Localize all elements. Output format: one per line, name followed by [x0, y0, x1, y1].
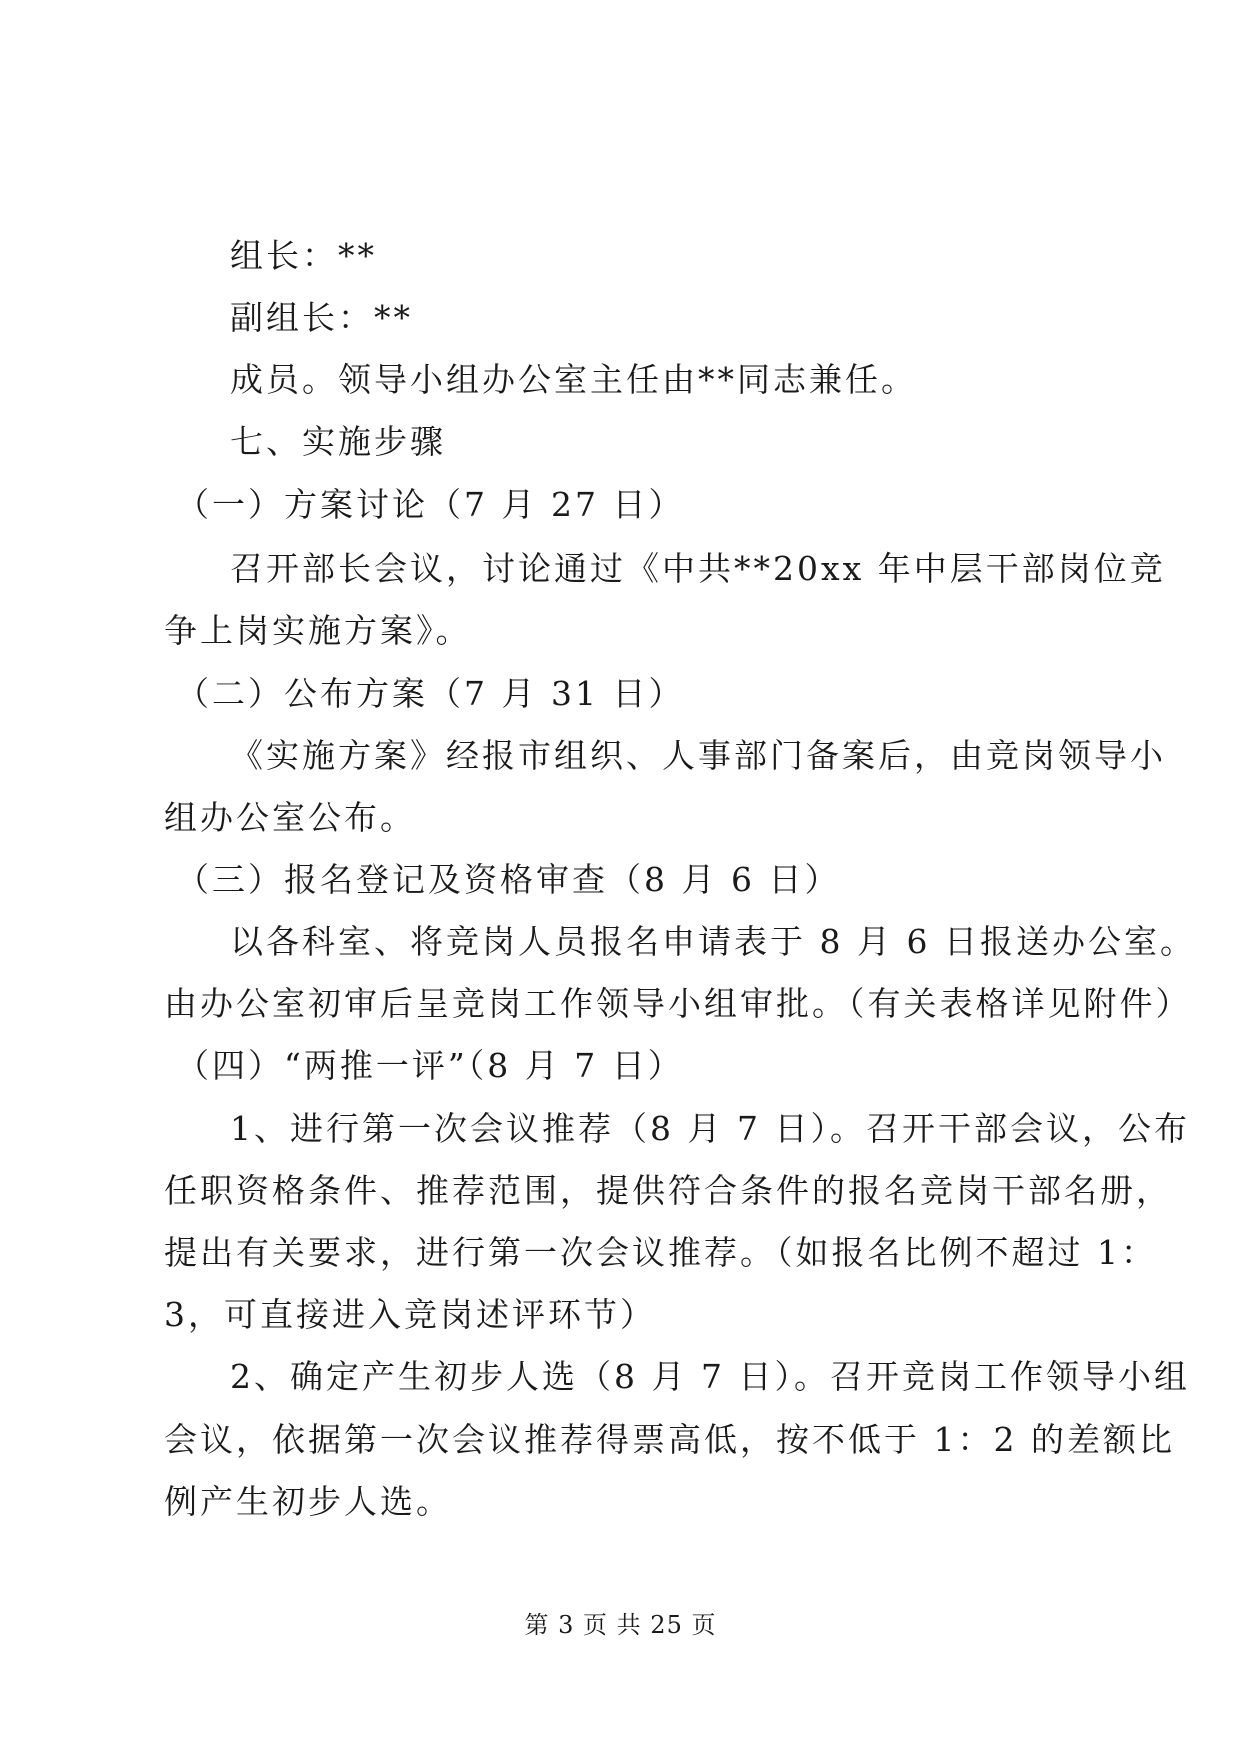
text-line: 组办公室公布。 [164, 798, 416, 837]
text-line: 组长：** [230, 236, 377, 275]
text-line: 3，可直接进入竞岗述评环节） [164, 1295, 656, 1334]
text-line: 成员。领导小组办公室主任由**同志兼任。 [230, 360, 917, 399]
text-line: 2、确定产生初步人选（8 月 7 日）。召开竞岗工作领导小组 [230, 1357, 1190, 1396]
text-line: 例产生初步人选。 [164, 1482, 452, 1521]
text-line: 任职资格条件、推荐范围，提供符合条件的报名竞岗干部名册， [164, 1171, 1172, 1210]
text-line: 召开部长会议，讨论通过《中共**20xx 年中层干部岗位竞 [230, 549, 1166, 588]
text-line: 会议，依据第一次会议推荐得票高低，按不低于 1：2 的差额比 [164, 1420, 1175, 1459]
text-line: 争上岗实施方案》。 [164, 611, 472, 650]
text-line: 由办公室初审后呈竞岗工作领导小组审批。（有关表格详见附件） [164, 984, 1192, 1023]
subsection-heading: （四）“两推一评”（8 月 7 日） [176, 1046, 684, 1085]
subsection-heading: （一）方案讨论（7 月 27 日） [176, 485, 685, 524]
text-line: 《实施方案》经报市组织、人事部门备案后，由竞岗领导小 [230, 736, 1166, 775]
text-line: 副组长：** [230, 298, 413, 337]
subsection-heading: （三）报名登记及资格审查（8 月 6 日） [176, 860, 841, 899]
section-heading: 七、实施步骤 [230, 422, 446, 461]
page-number-footer: 第 3 页 共 25 页 [524, 1611, 717, 1639]
text-line: 1、进行第一次会议推荐（8 月 7 日）。召开干部会议，公布 [230, 1109, 1190, 1148]
text-line: 以各科室、将竞岗人员报名申请表于 8 月 6 日报送办公室。 [230, 922, 1196, 961]
subsection-heading: （二）公布方案（7 月 31 日） [176, 674, 685, 713]
text-line: 提出有关要求，进行第一次会议推荐。（如报名比例不超过 1： [164, 1233, 1157, 1272]
